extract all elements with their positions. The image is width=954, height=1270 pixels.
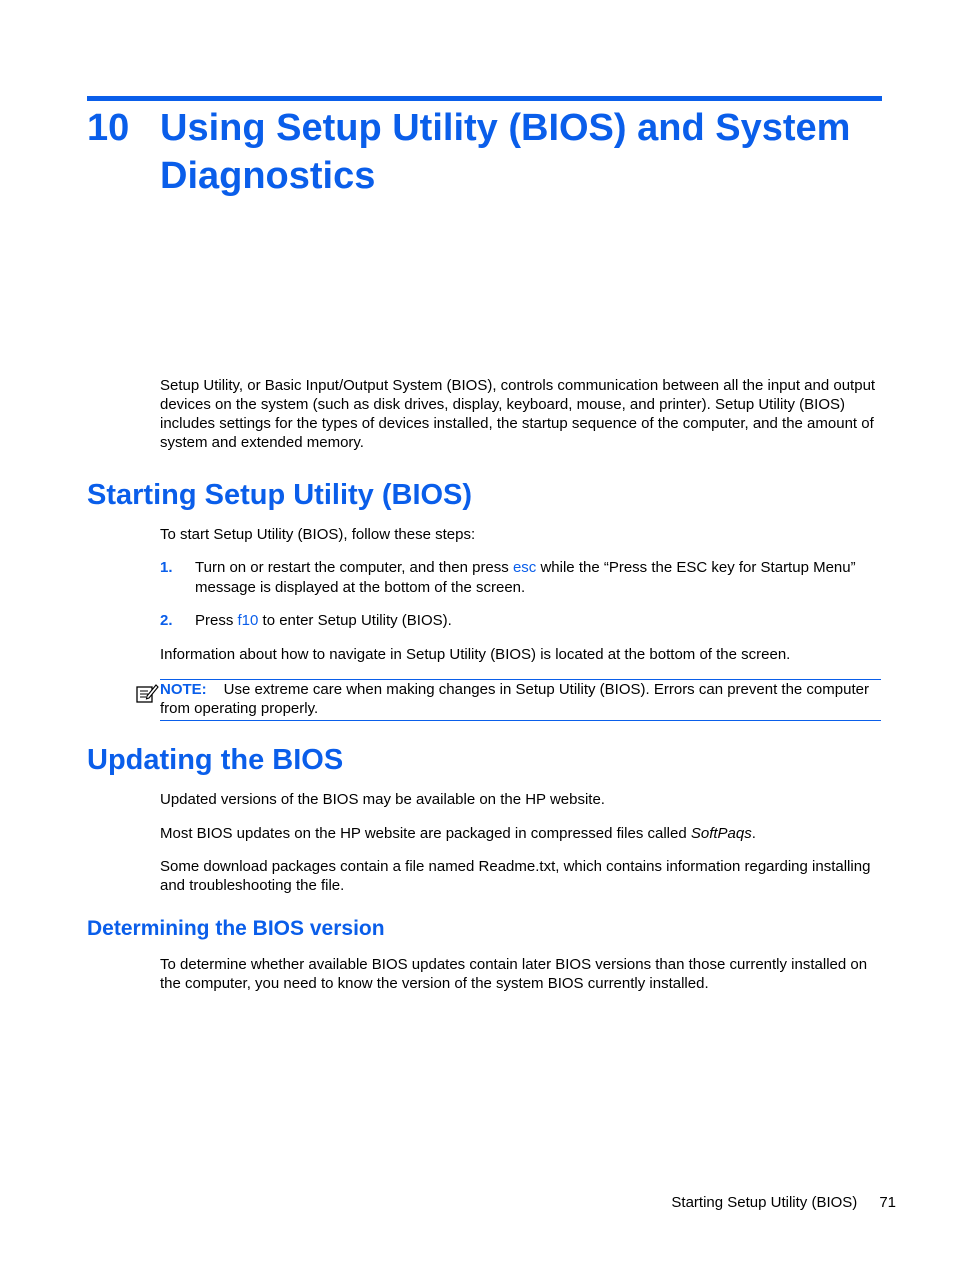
- determining-paragraph: To determine whether available BIOS updates contain later BIOS versions than those currently installed on the computer, you need to know the version of the system BIOS currently installed.: [160, 956, 868, 992]
- page-footer: [671, 1193, 896, 1212]
- heading-determining-bios-version: Determining the BIOS version: [87, 917, 385, 940]
- step-2-number: 2.: [160, 612, 173, 629]
- page-number: 71: [879, 1194, 896, 1211]
- heading-starting-setup-utility: Starting Setup Utility (BIOS): [87, 479, 473, 511]
- chapter-title: Using Setup Utility (BIOS) and System Diagnostics: [160, 107, 851, 197]
- note-label: NOTE:: [160, 681, 207, 698]
- step-2-text: [195, 611, 885, 631]
- key-esc: esc: [512, 559, 537, 576]
- updating-paragraph-3: Some download packages contain a file named Readme.txt, which contains information regarding installing and troubleshooting the file.: [160, 858, 871, 894]
- chapter-rule: [87, 96, 882, 101]
- note-body: Use extreme care when making changes in Setup Utility (BIOS). Errors can prevent the computer from operating properly.: [160, 681, 869, 717]
- updating-p2-before: Most BIOS updates on the HP website are packaged in compressed files called: [160, 825, 691, 842]
- starting-lead: To start Setup Utility (BIOS), follow these steps:: [160, 526, 476, 543]
- step-1-after: while the “Press the ESC key for Startup Menu” message is displayed at the bottom of the screen.: [195, 559, 856, 596]
- intro-paragraph: Setup Utility, or Basic Input/Output System (BIOS), controls communication between all the input and output devices on the system (such as disk drives, display, keyboard, mouse, and printer). Setup Utility (BIOS) includes settings for the types of devices installed, the startup sequence of the computer, and the amount of system and extended memory.: [160, 377, 876, 451]
- softpaqs-term: SoftPaqs: [690, 825, 752, 842]
- step-2-before: Press: [195, 612, 238, 629]
- step-2-after: to enter Setup Utility (BIOS).: [258, 612, 452, 629]
- updating-paragraph-2: [160, 824, 885, 843]
- note-text: [160, 680, 881, 718]
- updating-paragraph-1: Updated versions of the BIOS may be available on the HP website.: [160, 791, 605, 808]
- heading-updating-bios: Updating the BIOS: [87, 744, 344, 776]
- note-pencil-icon: [135, 682, 159, 704]
- step-1-text: [195, 558, 885, 597]
- updating-p2-after: .: [751, 825, 756, 842]
- chapter-number: 10: [87, 107, 130, 149]
- key-f10: f10: [237, 612, 259, 629]
- step-1-number: 1.: [160, 559, 173, 576]
- step-1-before: Turn on or restart the computer, and then press: [195, 559, 513, 576]
- footer-section: Starting Setup Utility (BIOS): [671, 1194, 858, 1211]
- navigation-info: Information about how to navigate in Setup Utility (BIOS) is located at the bottom of the screen.: [160, 646, 791, 663]
